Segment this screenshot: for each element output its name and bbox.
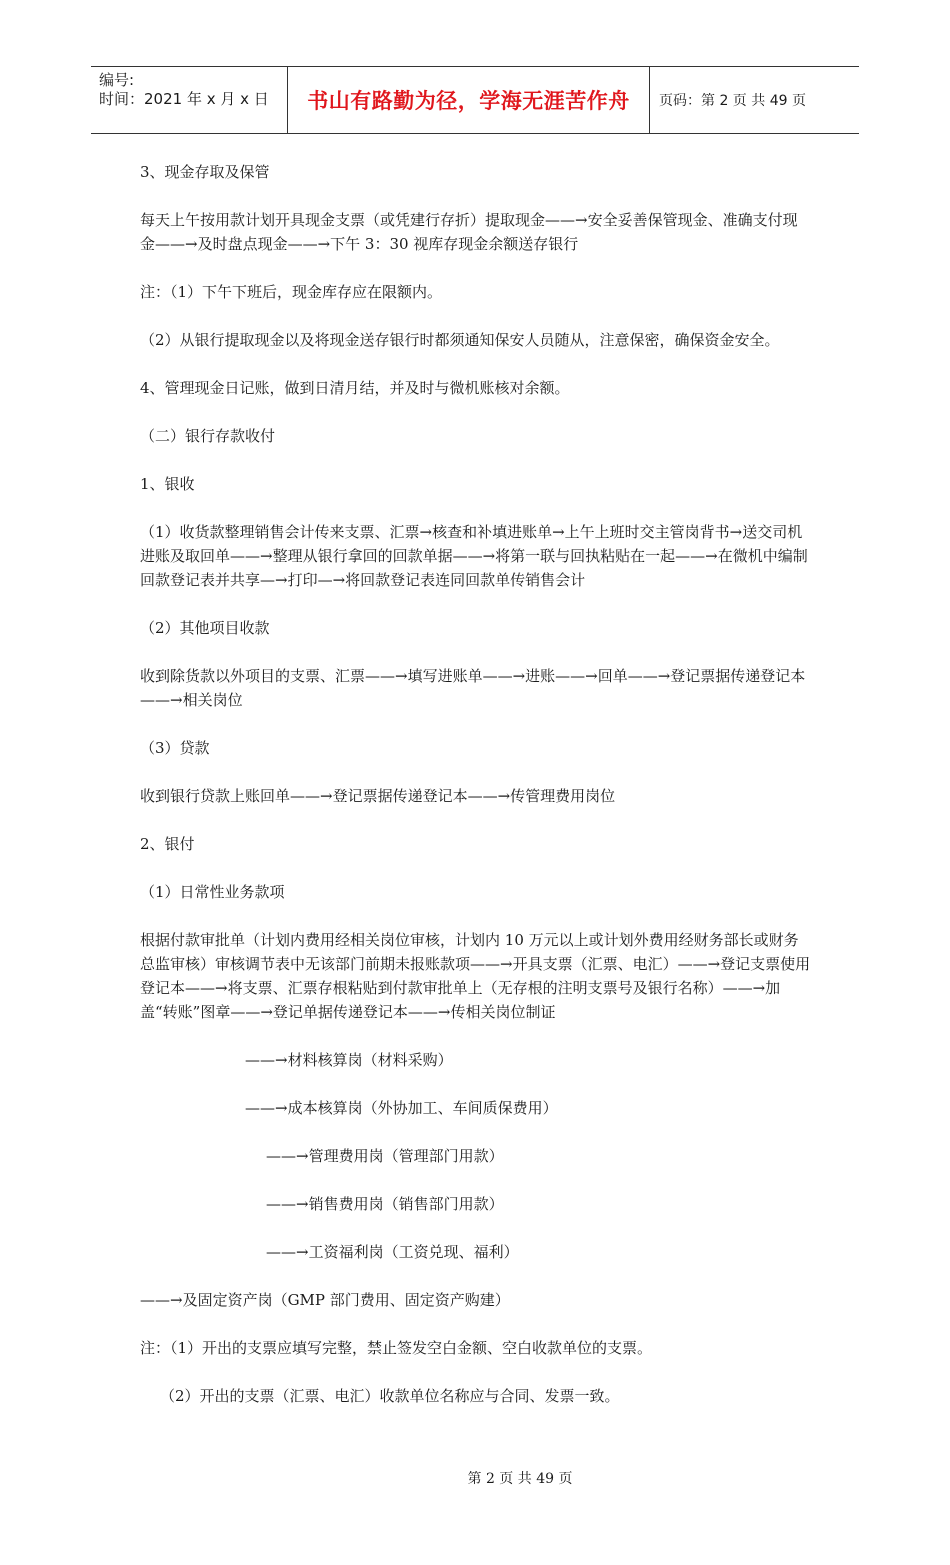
subsection-heading: （1）日常性业务款项 [140,883,285,901]
header-page-info [650,67,859,133]
document-body [140,160,812,1408]
section-heading: 3、现金存取及保管 [140,163,270,181]
header-meta [91,67,287,133]
subsection-heading: （2）其他项目收款 [140,619,270,637]
footer-page-number: 第 2 页 共 49 页 [467,1471,573,1487]
note: （2）从银行提取现金以及将现金送存银行时都须通知保安人员随从，注意保密，确保资金安全。 [140,331,780,349]
flow-branch: ——→及固定资产岗（GMP 部门费用、固定资产购建） [140,1291,510,1309]
paragraph: 收到银行贷款上账回单——→登记票据传递登记本——→传管理费用岗位 [140,787,616,805]
section-heading: 1、银收 [140,475,195,493]
page-header [91,66,859,134]
section-heading: 2、银付 [140,835,195,853]
serial-number-label: 编号: [99,71,135,89]
section-heading: （二）银行存款收付 [140,427,276,445]
page-footer [0,1468,950,1488]
note: 注：（1）开出的支票应填写完整，禁止签发空白金额、空白收款单位的支票。 [140,1339,653,1357]
flow-branch: ——→成本核算岗（外协加工、车间质保费用） [245,1099,558,1117]
note: 注：（1）下午下班后，现金库存应在限额内。 [140,283,443,301]
paragraph: 收到除货款以外项目的支票、汇票——→填写进账单——→进账——→回单——→登记票据传递登记本——→相关岗位 [140,667,806,709]
paragraph: （1）收货款整理销售会计传来支票、汇票→核查和补填进账单→上午上班时交主管岗背书→送交司机进账及取回单——→整理从银行拿回的回款单据——→将第一联与回执粘贴在一起——→在微机中编制回款登记表并共享—→打印—→将回款登记表连同回款单传销售会计 [140,523,808,589]
motto-text: 书山有路勤为径，学海无涯苦作舟 [307,89,630,113]
page-info-text: 页码：第 2 页 共 49 页 [659,93,806,109]
flow-branch: ——→材料核算岗（材料采购） [245,1051,453,1069]
note: （2）开出的支票（汇票、电汇）收款单位名称应与合同、发票一致。 [160,1387,620,1405]
flow-branch: ——→工资福利岗（工资兑现、福利） [266,1243,519,1261]
paragraph: 根据付款审批单（计划内费用经相关岗位审核，计划内 10 万元以上或计划外费用经财务部长或财务总监审核）审核调节表中无该部门前期未报账款项——→开具支票（汇票、电汇）——→登记支票使用登记本——→将支票、汇票存根粘贴到付款审批单上（无存根的注明支票号及银行名称）——→加盖“转账”图章——→登记单据传递登记本——→传相关岗位制证 [140,931,811,1021]
paragraph: 每天上午按用款计划开具现金支票（或凭建行存折）提取现金——→安全妥善保管现金、准确支付现金——→及时盘点现金——→下午 3：30 视库存现金余额送存银行 [140,211,798,253]
section-heading: 4、管理现金日记账，做到日清月结，并及时与微机账核对余额。 [140,379,570,397]
time-label: 时间：2021 年 x 月 x 日 [99,90,269,108]
flow-branch: ——→销售费用岗（销售部门用款） [266,1195,504,1213]
flow-branch: ——→管理费用岗（管理部门用款） [266,1147,504,1165]
subsection-heading: （3）贷款 [140,739,210,757]
header-motto-cell [287,67,650,133]
